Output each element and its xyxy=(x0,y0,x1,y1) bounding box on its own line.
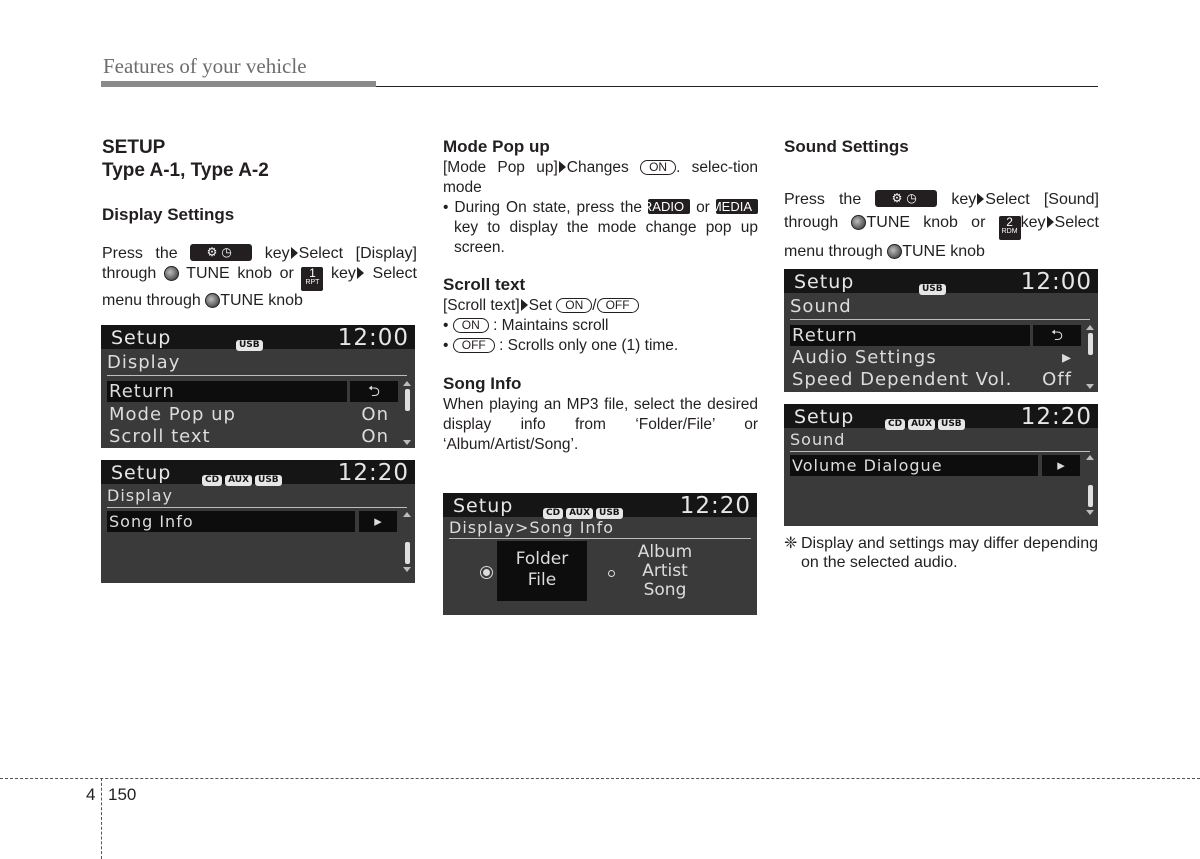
screen-status-bar xyxy=(101,460,415,484)
menu-row-audio-settings[interactable]: Audio Settings ▸ xyxy=(792,347,1072,368)
heading-type: Type A-1, Type A-2 xyxy=(102,160,269,181)
screen-divider xyxy=(107,507,407,508)
rdm-key-icon: 2 RDM xyxy=(999,216,1021,240)
screen-title: Setup xyxy=(794,271,855,293)
chapter-number: 4 xyxy=(86,785,96,804)
tune-knob-icon xyxy=(205,293,220,308)
heading-display-settings: Display Settings xyxy=(102,205,235,224)
screen-sound-volume-dialogue xyxy=(784,404,1098,526)
screen-subtitle: Sound xyxy=(790,430,846,449)
footer-vertical-rule xyxy=(101,778,102,859)
page-header-title: Features of your vehicle xyxy=(103,54,307,78)
note xyxy=(784,534,1098,572)
heading-song-info: Song Info xyxy=(443,374,522,393)
cd-badge: CD xyxy=(202,475,222,486)
screen-divider xyxy=(790,451,1090,452)
return-button[interactable]: ⮌ xyxy=(350,381,398,402)
column-sound-settings xyxy=(784,136,1099,263)
usb-badge: USB xyxy=(919,284,946,295)
on-key-icon: ON xyxy=(640,160,676,175)
column-setup-display xyxy=(102,136,417,311)
scrollbar[interactable] xyxy=(1086,325,1095,389)
option-album-artist-song[interactable]: Album Artist Song xyxy=(637,542,693,600)
mode-pop-up-bullet: • During On state, press the RADIO or MEDIA key to display the mode change pop up screen. xyxy=(443,199,758,256)
heading-setup: SETUP xyxy=(102,137,166,158)
cd-badge: CD xyxy=(885,419,905,430)
menu-row-scroll-text[interactable]: Scroll text On xyxy=(109,426,389,447)
usb-badge: USB xyxy=(255,475,282,486)
screen-song-info-options xyxy=(443,493,757,615)
arrow-right-icon xyxy=(291,247,298,259)
screen-title: Setup xyxy=(794,406,855,428)
screen-status-bar xyxy=(784,404,1098,428)
volume-dialogue-arrow-button[interactable]: ▸ xyxy=(1042,455,1080,476)
menu-row-song-info[interactable]: Song Info xyxy=(107,511,355,532)
display-instructions: Press the ⚙◷ key Select [Display] through TUNE knob or 1 RPT key Select menu through TUNE knob xyxy=(102,245,417,309)
rpt-key-icon: 1 RPT xyxy=(301,267,323,291)
usb-badge: USB xyxy=(236,340,263,351)
column-mode-scroll-song xyxy=(443,136,758,455)
screen-clock: 12:00 xyxy=(1020,269,1092,295)
setup-clock-key-icon: ⚙◷ xyxy=(875,190,937,207)
screen-subtitle: Sound xyxy=(790,296,852,317)
arrow-right-icon xyxy=(977,193,984,205)
song-info-text: When playing an MP3 file, select the desired display info from ‘Folder/File’ or ‘Album/Artist/Song’. xyxy=(443,396,758,453)
scrollbar[interactable] xyxy=(1086,455,1095,515)
radio-key-icon: RADIO xyxy=(648,199,690,214)
menu-row-return[interactable]: Return xyxy=(790,325,1030,346)
note-text: Display and settings may differ depending on the selected audio. xyxy=(801,535,1098,571)
screen-clock: 12:00 xyxy=(337,325,409,351)
media-key-icon: MEDIA xyxy=(716,199,758,214)
note-mark-icon: ❈ xyxy=(784,535,798,552)
aux-badge: AUX xyxy=(908,419,935,430)
tune-knob-icon xyxy=(164,266,179,281)
screen-clock: 12:20 xyxy=(1020,404,1092,430)
page-number: 150 xyxy=(108,785,137,804)
radio-selected-icon[interactable] xyxy=(483,569,490,576)
mode-pop-up-text: [Mode Pop up] Changes ON . selec-tion mode xyxy=(443,159,758,196)
screen-title: Setup xyxy=(453,495,514,517)
screen-subtitle: Display xyxy=(107,352,181,373)
menu-row-volume-dialogue[interactable]: Volume Dialogue xyxy=(790,455,1038,476)
arrow-right-icon xyxy=(521,299,528,311)
scroll-text-set: [Scroll text] Set ON / OFF xyxy=(443,296,758,316)
setup-clock-key-icon: ⚙◷ xyxy=(190,244,252,261)
screen-display-menu xyxy=(101,325,415,448)
menu-row-return[interactable]: Return xyxy=(107,381,347,402)
on-key-icon: ON xyxy=(556,298,592,313)
scrollbar[interactable] xyxy=(403,381,412,445)
usb-badge: USB xyxy=(596,508,623,519)
screen-clock: 12:20 xyxy=(337,460,409,486)
scrollbar[interactable] xyxy=(403,512,412,572)
arrow-right-icon xyxy=(559,161,566,173)
aux-badge: AUX xyxy=(566,508,593,519)
menu-row-speed-dependent-vol[interactable]: Speed Dependent Vol. Off xyxy=(792,369,1072,390)
screen-divider xyxy=(449,538,751,539)
screen-title: Setup xyxy=(111,327,172,349)
radio-unselected-icon[interactable] xyxy=(608,570,615,577)
screen-status-bar xyxy=(784,269,1098,293)
return-button[interactable]: ⮌ xyxy=(1033,325,1081,346)
screen-subtitle: Display xyxy=(107,486,173,505)
tune-knob-icon xyxy=(887,244,902,259)
off-key-icon: OFF xyxy=(597,298,639,313)
screen-divider xyxy=(790,319,1090,320)
screen-subtitle: Display>Song Info xyxy=(449,518,614,537)
screen-divider xyxy=(107,375,407,376)
screen-sound-menu xyxy=(784,269,1098,392)
heading-sound-settings: Sound Settings xyxy=(784,137,909,156)
screen-display-song-info xyxy=(101,460,415,583)
screen-title: Setup xyxy=(111,462,172,484)
screen-clock: 12:20 xyxy=(679,493,751,519)
menu-row-mode-pop-up[interactable]: Mode Pop up On xyxy=(109,404,389,425)
sound-instructions: Press the ⚙◷ key Select [Sound] through TUNE knob or 2 RDM key Select menu through TUNE knob xyxy=(784,191,1099,260)
aux-badge: AUX xyxy=(225,475,252,486)
option-folder-file[interactable]: Folder File xyxy=(497,541,587,601)
on-key-icon: ON xyxy=(453,318,489,333)
screen-status-bar xyxy=(101,325,415,349)
off-key-icon: OFF xyxy=(453,338,495,353)
usb-badge: USB xyxy=(938,419,965,430)
screen-status-bar xyxy=(443,493,757,517)
tune-knob-icon xyxy=(851,215,866,230)
scroll-off-bullet: • OFF : Scrolls only one (1) time. xyxy=(443,337,679,354)
header-rule-thin xyxy=(376,86,1098,87)
heading-scroll-text: Scroll text xyxy=(443,275,526,294)
cd-badge: CD xyxy=(543,508,563,519)
arrow-right-icon xyxy=(357,267,364,279)
footer-rule xyxy=(0,778,1200,779)
header-rule-thick xyxy=(101,81,376,87)
heading-mode-pop-up: Mode Pop up xyxy=(443,137,550,156)
arrow-right-icon xyxy=(1047,216,1054,228)
song-info-arrow-button[interactable]: ▸ xyxy=(359,511,397,532)
scroll-on-bullet: • ON : Maintains scroll xyxy=(443,317,609,334)
